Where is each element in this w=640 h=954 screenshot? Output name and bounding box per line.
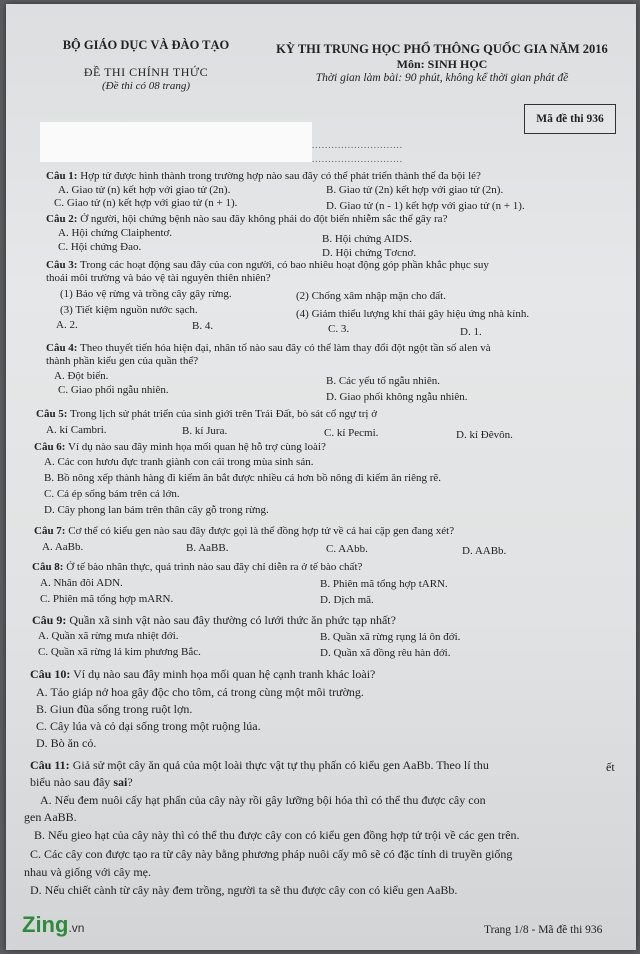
q5-option-a: A. kỉ Cambri. <box>46 424 107 436</box>
q1-option-a: A. Giao tử (n) kết hợp với giao tử (2n). <box>58 184 231 196</box>
q10-option-b: B. Giun đũa sống trong ruột lợn. <box>36 702 193 716</box>
q10-option-d: D. Bò ăn cỏ. <box>36 736 97 750</box>
q9-option-b: B. Quần xã rừng rụng lá ôn đới. <box>320 631 461 643</box>
q3-item-4: (4) Giảm thiểu lượng khí thải gây hiệu ứng nhà kính. <box>296 308 530 320</box>
question-4-cont: thành phần kiểu gen của quần thể? <box>46 355 199 367</box>
q7-option-d: D. AABb. <box>462 545 507 557</box>
q3-item-3: (3) Tiết kiệm nguồn nước sạch. <box>60 304 198 316</box>
q4-option-d: D. Giao phối không ngẫu nhiên. <box>326 391 468 403</box>
q11-option-b: B. Nếu gieo hạt của cây này thì có thể thu được cây con có kiểu gen đồng hợp tử trội về các gen trên. <box>34 828 520 842</box>
q11-option-d: D. Nếu chiết cành từ cây này đem trồng, người ta sẽ thu được cây con có kiểu gen AaBb. <box>30 883 458 897</box>
name-line: ............................ <box>312 140 403 150</box>
q7-option-c: C. AAbb. <box>326 543 368 555</box>
question-11: Câu 11: Giả sử một cây ăn quả của một loài thực vật tự thụ phấn có kiểu gen AaBb. Theo lí thu <box>30 758 489 772</box>
question-10: Câu 10: Ví dụ nào sau đây minh họa mối quan hệ cạnh tranh khác loài? <box>30 667 376 681</box>
question-4: Câu 4: Theo thuyết tiến hóa hiện đại, nhân tố nào sau đây có thể làm thay đổi đột ngột tần số alen và <box>46 342 491 354</box>
q6-option-d: D. Cây phong lan bám trên thân cây gỗ trong rừng. <box>44 504 269 516</box>
q11-option-c-cont: nhau và giống với cây mẹ. <box>24 865 151 879</box>
id-line: ............................ <box>312 154 403 164</box>
q4-option-c: C. Giao phối ngẫu nhiên. <box>58 384 169 396</box>
q5-option-b: B. kỉ Jura. <box>182 425 228 437</box>
q9-option-c: C. Quần xã rừng lá kim phương Bắc. <box>38 646 201 658</box>
q6-option-b: B. Bồ nông xếp thành hàng đi kiếm ăn bắt được nhiều cá hơn bồ nông đi kiếm ăn riêng rẽ. <box>44 472 442 484</box>
q6-option-c: C. Cá ép sống bám trên cá lớn. <box>44 488 180 500</box>
q2-option-d: D. Hội chứng Tơcnơ. <box>322 247 417 259</box>
q8-option-c: C. Phiên mã tổng hợp mARN. <box>40 593 174 605</box>
exam-title: KỲ THI TRUNG HỌC PHỔ THÔNG QUỐC GIA NĂM 2016 <box>276 42 608 56</box>
question-9: Câu 9: Quần xã sinh vật nào sau đây thường có lưới thức ăn phức tạp nhất? <box>32 613 396 627</box>
q7-option-a: A. AaBb. <box>42 541 84 553</box>
question-11-edge: ết <box>606 760 615 774</box>
header-left <box>46 38 246 92</box>
ministry-name: BỘ GIÁO DỤC VÀ ĐÀO TẠO <box>62 38 230 52</box>
question-3-cont: thoái môi trường và bảo vệ tài nguyên thiên nhiên? <box>46 272 271 284</box>
exam-code-box: Mã đề thi 936 <box>524 104 616 134</box>
page-count-note: (Đề thi có 08 trang) <box>102 80 190 92</box>
redacted-area <box>40 122 312 162</box>
q6-option-a: A. Các con hươu đực tranh giành con cái trong mùa sinh sản. <box>44 456 314 468</box>
q2-option-c: C. Hội chứng Đao. <box>58 241 142 253</box>
q3-option-d: D. 1. <box>460 326 482 338</box>
q4-option-b: B. Các yếu tố ngẫu nhiên. <box>326 375 440 387</box>
q8-option-d: D. Dịch mã. <box>320 594 374 606</box>
q10-option-a: A. Tảo giáp nở hoa gây độc cho tôm, cá trong cùng một môi trường. <box>36 685 364 699</box>
question-11-cont: biểu nào sau đây sai? <box>30 775 133 789</box>
question-5: Câu 5: Trong lịch sử phát triển của sinh giới trên Trái Đất, bò sát cổ ngự trị ở <box>36 408 378 420</box>
q8-option-b: B. Phiên mã tổng hợp tARN. <box>320 578 448 590</box>
q10-option-c: C. Cây lúa và cỏ dại sống trong một ruộng lúa. <box>36 719 261 733</box>
q4-option-a: A. Đột biến. <box>54 370 109 382</box>
q1-option-b: B. Giao tử (2n) kết hợp với giao tử (2n). <box>326 184 504 196</box>
subject-label: Môn: SINH HỌC <box>396 57 488 71</box>
q11-option-c: C. Các cây con được tạo ra từ cây này bằng phương pháp nuôi cấy mô sẽ có đặc tính di truyền giống <box>30 847 513 861</box>
q3-option-a: A. 2. <box>56 319 78 331</box>
page-footer: Trang 1/8 - Mã đề thi 936 <box>484 924 603 936</box>
official-label: ĐỀ THI CHÍNH THỨC <box>83 65 209 79</box>
zing-logo: Zing.vn <box>22 912 85 937</box>
q3-option-b: B. 4. <box>192 320 214 332</box>
question-7: Câu 7: Cơ thể có kiểu gen nào sau đây được gọi là thể đồng hợp tử về cả hai cặp gen đang xét? <box>34 525 455 537</box>
q2-option-a: A. Hội chứng Claiphentơ. <box>58 227 173 239</box>
q9-option-a: A. Quần xã rừng mưa nhiệt đới. <box>38 630 179 642</box>
q1-option-c: C. Giao tử (n) kết hợp với giao tử (n + 1). <box>54 197 238 209</box>
q8-option-a: A. Nhân đôi ADN. <box>40 577 123 589</box>
time-note: Thời gian làm bài: 90 phút, không kể thời gian phát đề <box>315 72 569 84</box>
q3-option-c: C. 3. <box>328 323 350 335</box>
exam-paper <box>6 4 636 950</box>
question-6: Câu 6: Ví dụ nào sau đây minh họa mối quan hệ hỗ trợ cùng loài? <box>34 441 326 453</box>
question-1: Câu 1: Hợp tử được hình thành trong trường hợp nào sau đây có thể phát triển thành thể đa bội lẻ? <box>46 170 481 182</box>
q11-option-a-cont: gen AaBB. <box>24 810 77 824</box>
question-3: Câu 3: Trong các hoạt động sau đây của con người, có bao nhiêu hoạt động góp phần khắc phục suy <box>46 259 489 271</box>
q2-option-b: B. Hội chứng AIDS. <box>322 233 412 245</box>
question-8: Câu 8: Ở tế bào nhân thực, quá trình nào sau đây chỉ diễn ra ở tế bào chất? <box>32 561 363 573</box>
header-right <box>252 42 632 84</box>
q1-option-d: D. Giao tử (n - 1) kết hợp với giao tử (n + 1). <box>326 200 525 212</box>
question-2: Câu 2: Ở người, hội chứng bệnh nào sau đây không phải do đột biến nhiễm sắc thể gây ra? <box>46 213 448 225</box>
q3-item-2: (2) Chống xâm nhập mặn cho đất. <box>296 290 446 302</box>
q11-option-a: A. Nếu đem nuôi cấy hạt phấn của cây này rồi gây lưỡng bội hóa thì có thể thu được cây con <box>40 793 486 807</box>
q9-option-d: D. Quần xã đồng rêu hàn đới. <box>320 647 451 659</box>
q5-option-d: D. kỉ Đêvôn. <box>456 429 513 441</box>
q7-option-b: B. AaBB. <box>186 542 229 554</box>
q3-item-1: (1) Bảo vệ rừng và trồng cây gây rừng. <box>60 288 232 300</box>
q5-option-c: C. kỉ Pecmi. <box>324 427 379 439</box>
